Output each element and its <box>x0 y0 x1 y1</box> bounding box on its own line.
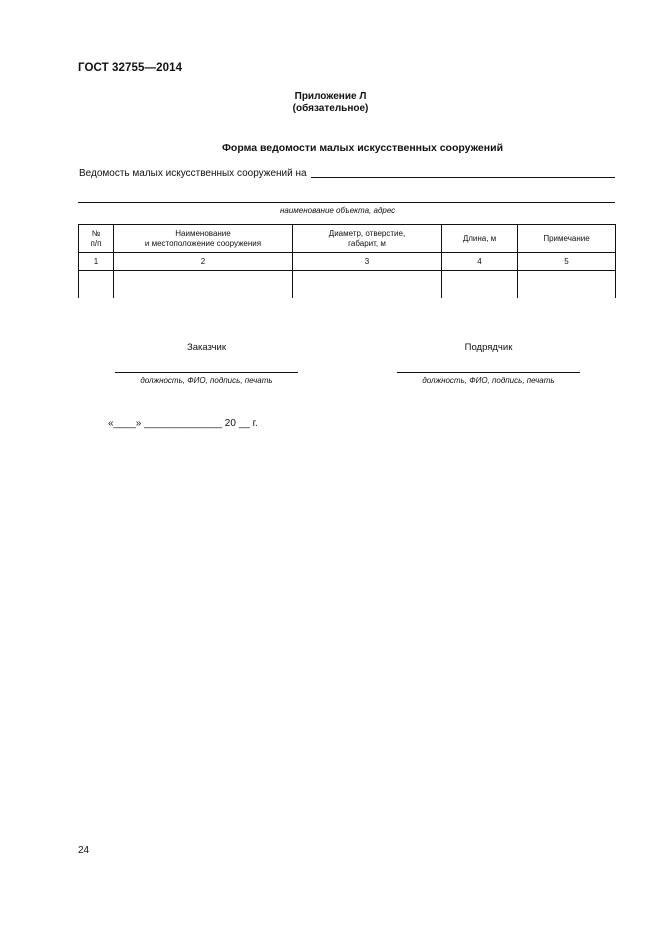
column-number: 1 <box>79 253 114 271</box>
object-fill-line <box>311 177 615 178</box>
empty-cell <box>293 271 442 299</box>
contractor-label: Подрядчик <box>464 342 513 353</box>
column-number: 5 <box>518 253 616 271</box>
header-cell-number: № п/п <box>79 225 114 253</box>
empty-cell <box>79 271 114 299</box>
annex-heading <box>0 91 661 115</box>
standard-code: ГОСТ 32755—2014 <box>78 62 183 74</box>
header-cell-diameter: Диаметр, отверстие, габарит, м <box>293 225 442 253</box>
customer-label: Заказчик <box>186 342 227 353</box>
empty-data-row <box>79 271 616 299</box>
annex-status: (обязательное) <box>292 103 369 114</box>
table-header-row <box>79 225 616 253</box>
column-number: 4 <box>442 253 518 271</box>
date-line: «____» ______________ 20 __ г. <box>108 418 258 429</box>
column-number: 2 <box>114 253 293 271</box>
column-number-row <box>79 253 616 271</box>
column-number: 3 <box>293 253 442 271</box>
annex-title: Приложение Л <box>294 91 367 102</box>
header-cell-length: Длина, м <box>442 225 518 253</box>
header-cell-name: Наименование и местоположение сооружения <box>114 225 293 253</box>
structures-table <box>78 224 616 298</box>
contractor-caption: должность, ФИО, подпись, печать <box>422 376 555 385</box>
object-caption: наименование объекта, адрес <box>280 206 396 215</box>
object-fill-line-2 <box>78 202 615 203</box>
contractor-signature-line <box>397 372 580 373</box>
empty-cell <box>518 271 616 299</box>
form-title: Форма ведомости малых искусственных сооружений <box>221 142 504 154</box>
empty-cell <box>114 271 293 299</box>
empty-cell <box>442 271 518 299</box>
page-number: 24 <box>78 845 90 856</box>
intro-label: Ведомость малых искусственных сооружений на <box>79 168 307 179</box>
customer-signature-line <box>115 372 298 373</box>
customer-caption: должность, ФИО, подпись, печать <box>140 376 273 385</box>
header-cell-note: Примечание <box>518 225 616 253</box>
